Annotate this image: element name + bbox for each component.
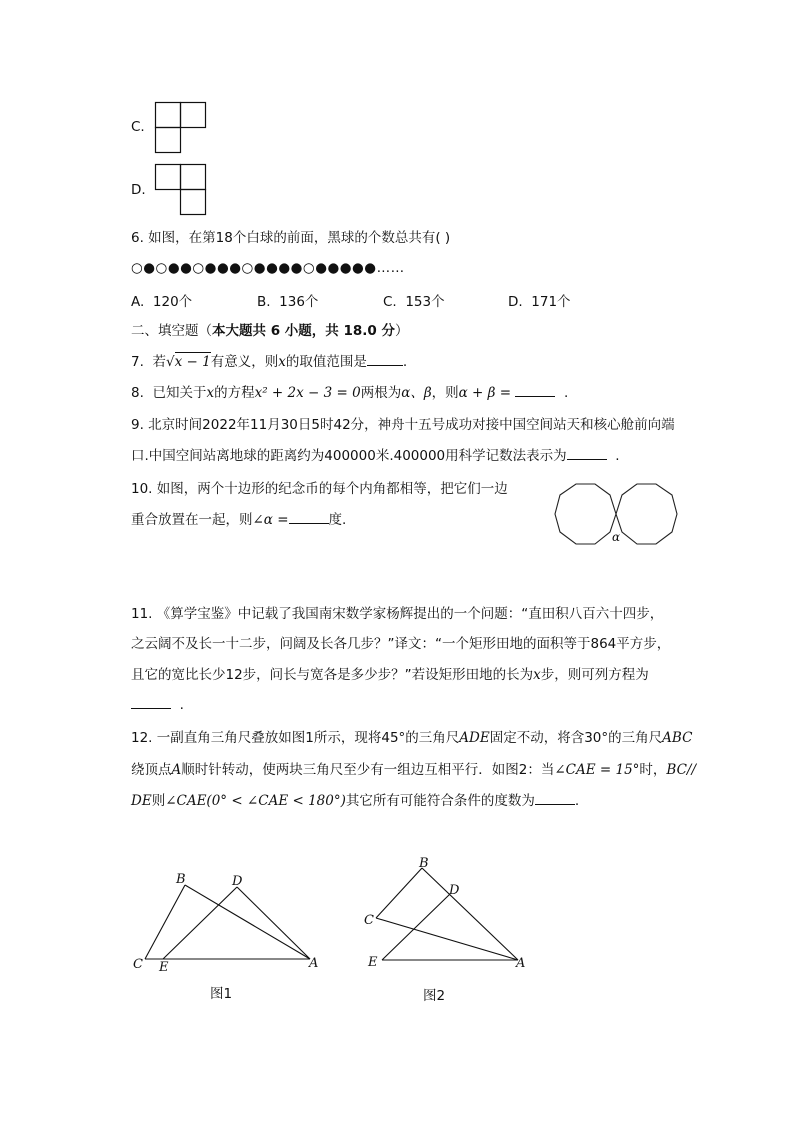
q11-text: 且它的宽比长少12步，问长与宽各是多少步？”若设矩形田地的长为 <box>131 667 534 683</box>
q10-text: 度. <box>328 512 347 528</box>
label-a: A <box>309 956 319 971</box>
q6-text: 6. 如图，在第18个白球的前面，黑球的个数总共有( ) <box>131 230 451 246</box>
roots: α、β <box>401 385 432 401</box>
vertex-name: A <box>171 762 182 778</box>
q7-text: 有意义，则 <box>210 354 279 370</box>
q12-text: 绕顶点 <box>131 762 172 778</box>
option-label: A. <box>131 294 145 310</box>
parallel-expression: BC// <box>666 762 697 778</box>
angle-alpha-label: α <box>612 530 621 544</box>
section-title-end: ） <box>395 323 409 339</box>
option-label: D. <box>508 294 523 310</box>
q12-text: 时， <box>639 762 667 778</box>
q7-text: 若 <box>152 354 166 370</box>
option-value: 153个 <box>405 294 445 310</box>
decagon-left <box>555 484 616 544</box>
option-c-figure <box>155 102 207 154</box>
q11-text: 步，则可列方程为 <box>540 667 649 683</box>
q11-line1: 11. 《算学宝鉴》中记载了我国南宋数学家杨辉提出的一个问题：“直田积八百六十四步， <box>131 606 664 622</box>
q9-line2 <box>131 446 620 466</box>
question-number: 8. <box>131 385 144 401</box>
q6-option-d <box>508 290 571 310</box>
q12-text: 12. 一副直角三角尺叠放如图1所示，现将45°的三角尺 <box>131 730 460 746</box>
option-c-label: C. <box>131 119 145 135</box>
figure-1 <box>125 865 335 975</box>
q8-text: 两根为 <box>360 385 402 401</box>
label-a: A <box>516 956 526 971</box>
answer-blank[interactable] <box>515 383 555 397</box>
angle-expression: ∠CAE = 15° <box>554 762 640 778</box>
figure-2 <box>360 852 535 972</box>
q10-line2 <box>131 510 346 530</box>
answer-blank[interactable] <box>289 510 329 524</box>
option-d-label: D. <box>131 182 146 198</box>
figure-2-caption: 图2 <box>423 988 446 1004</box>
q12-text: 则 <box>151 793 166 809</box>
q12-text: 顺时针转动，使两块三角尺至少有一组边互相平行．如图2：当 <box>181 762 555 778</box>
q9-line1: 9. 北京时间2022年11月30日5时42分，神舟十五号成功对接中国空间站天和核心舱前向端 <box>131 417 675 433</box>
q8-text: 已知关于 <box>152 385 207 401</box>
label-e: E <box>159 960 169 975</box>
radicand: x − 1 <box>174 354 211 370</box>
variable: x <box>206 385 215 401</box>
option-d-figure <box>155 164 207 216</box>
triangle-name: ABC <box>662 730 693 746</box>
q6-ball-sequence: ○●○●●○●●●○●●●●○●●●●●…… <box>131 260 405 276</box>
equation: x² + 2x − 3 = 0 <box>254 385 361 401</box>
q6-option-c <box>383 290 445 310</box>
q11-line3 <box>131 665 649 685</box>
q6-option-b <box>257 290 318 310</box>
q12-line3 <box>131 791 579 811</box>
q12-line2 <box>131 760 696 780</box>
variable: x <box>533 667 541 683</box>
q8 <box>131 383 568 403</box>
option-value: 120个 <box>152 294 193 310</box>
decagon-right <box>616 484 677 544</box>
answer-blank[interactable] <box>131 695 171 709</box>
q11-line4 <box>131 695 184 715</box>
q12-line1 <box>131 728 692 748</box>
answer-blank[interactable] <box>567 446 607 460</box>
q6-option-a <box>131 290 192 310</box>
q7 <box>131 352 407 372</box>
expression: α + β = <box>458 385 512 401</box>
answer-blank[interactable] <box>367 352 403 366</box>
label-b: B <box>176 872 186 887</box>
option-value: 171个 <box>531 294 571 310</box>
figure-1-caption: 图1 <box>210 986 233 1002</box>
q12-text: . <box>574 793 580 809</box>
segment-name: DE <box>131 793 152 809</box>
sqrt-expression: √x − 1 <box>165 354 211 370</box>
q9-text: 口.中国空间站离地球的距离约为400000米.400000用科学记数法表示为 <box>131 448 567 464</box>
angle-expression: ∠α = <box>252 512 289 528</box>
label-d: D <box>449 883 460 898</box>
section-heading <box>131 321 409 341</box>
triangle-name: ADE <box>459 730 490 746</box>
section-title-start: 二、填空题（ <box>131 323 212 339</box>
q12-text: 固定不动，将含30°的三角尺 <box>489 730 663 746</box>
option-label: C. <box>383 294 397 310</box>
section-title-bold: 本大题共 6 小题，共 18.0 分 <box>212 323 396 339</box>
q11-text: . <box>179 697 184 713</box>
q8-text: . <box>563 385 569 401</box>
q8-text: ，则 <box>431 385 459 401</box>
label-b: B <box>419 856 429 871</box>
q8-text: 的方程 <box>214 385 255 401</box>
label-c: C <box>133 957 143 972</box>
q7-text: 的取值范围是 <box>285 354 367 370</box>
q7-text: . <box>402 354 408 370</box>
q12-text: 其它所有可能符合条件的度数为 <box>345 793 535 809</box>
q10-text: 重合放置在一起，则 <box>131 512 253 528</box>
decagons-figure <box>545 478 690 553</box>
angle-range: ∠CAE(0° < ∠CAE < 180°) <box>165 793 346 809</box>
answer-blank[interactable] <box>535 791 575 805</box>
option-label: B. <box>257 294 271 310</box>
q10-line1: 10. 如图，两个十边形的纪念币的每个内角都相等，把它们一边 <box>131 481 508 497</box>
question-number: 7. <box>131 354 144 370</box>
label-e: E <box>368 955 378 970</box>
q9-text: . <box>615 448 620 464</box>
q11-line2: 之云阔不及长一十二步，问阔及长各几步？”译文：“一个矩形田地的面积等于864平方步， <box>131 636 671 652</box>
variable: x <box>278 354 286 370</box>
option-value: 136个 <box>279 294 319 310</box>
label-d: D <box>232 874 243 889</box>
label-c: C <box>364 913 374 928</box>
